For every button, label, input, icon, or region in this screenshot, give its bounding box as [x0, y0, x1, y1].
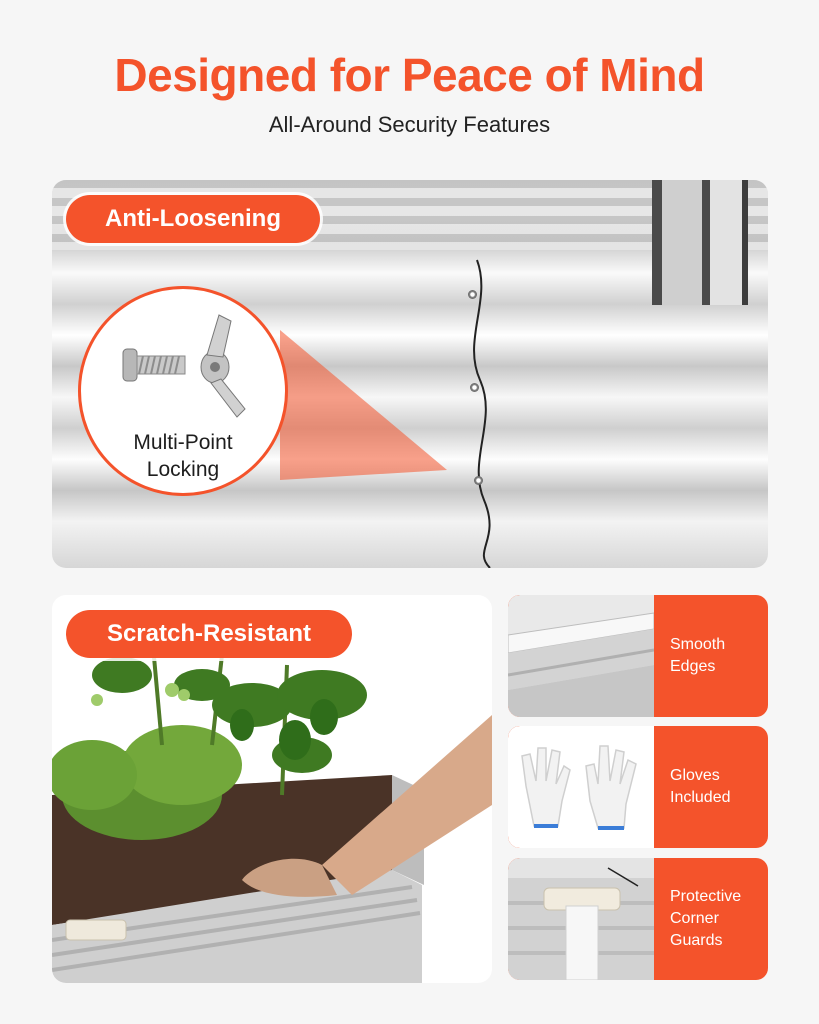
metal-edge-icon — [508, 595, 654, 717]
feature-card-corner-guards — [508, 858, 768, 980]
page-title: Designed for Peace of Mind — [114, 49, 705, 101]
bolt-2 — [470, 383, 479, 392]
bolt-3 — [474, 476, 483, 485]
corner-guard-icon — [508, 858, 654, 980]
feature-label-gloves: Gloves Included — [670, 767, 731, 806]
feature-card-gloves — [508, 726, 768, 848]
gloves-icon — [508, 726, 654, 848]
multi-point-locking-label: Multi-Point Locking — [133, 431, 233, 481]
scratch-resistant-badge: Scratch-Resistant — [66, 610, 352, 658]
anti-loosening-badge: Anti-Loosening — [66, 195, 320, 243]
page-subtitle: All-Around Security Features — [268, 112, 551, 137]
bolt-1 — [468, 290, 477, 299]
multi-point-locking-callout — [78, 286, 288, 496]
feature-label-corner-guards: Protective Corner Guards — [670, 888, 742, 949]
feature-label-smooth-edges: Smooth Edges — [670, 636, 726, 675]
feature-card-smooth-edges — [508, 595, 768, 717]
screw-and-wing-nut-icon — [119, 311, 249, 421]
